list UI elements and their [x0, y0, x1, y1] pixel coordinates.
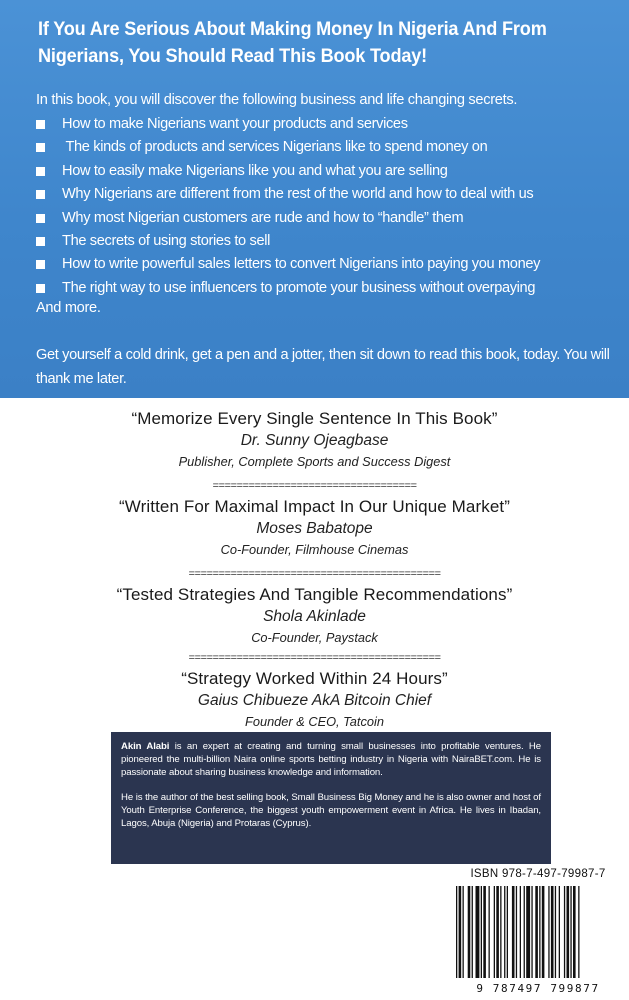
square-bullet-icon [36, 167, 45, 176]
square-bullet-icon [36, 260, 45, 269]
barcode-bar [468, 886, 471, 978]
barcode-bar [489, 886, 490, 978]
endorser-role: Co-Founder, Filmhouse Cinemas [220, 542, 409, 557]
author-bio [111, 732, 551, 864]
divider: ================================== [212, 481, 417, 493]
barcode-bar [496, 886, 499, 978]
barcode-bar [567, 886, 570, 978]
list-item: The secrets of using stories to sell [36, 230, 621, 253]
isbn-digits: 9 787497 799877 [476, 982, 600, 995]
barcode-bar [507, 886, 508, 978]
square-bullet-icon [36, 143, 45, 152]
barcode-bar [548, 886, 549, 978]
secrets-list [36, 113, 621, 300]
list-item: How to easily make Nigerians like you and what you are selling [36, 160, 621, 183]
endorsement-quote: “Strategy Worked Within 24 Hours” [181, 669, 448, 688]
barcode-bar [535, 886, 538, 978]
barcode-box [448, 864, 628, 1000]
barcode-bar [524, 886, 525, 978]
endorser-name: Shola Akinlade [263, 608, 366, 625]
barcode-bar [504, 886, 505, 978]
divider: ========================================== [188, 569, 441, 581]
barcode-bar [559, 886, 560, 978]
endorser-name: Moses Babatope [256, 520, 373, 537]
and-more-text: And more. [36, 300, 101, 316]
barcode-bar [551, 886, 554, 978]
barcode-bar [483, 886, 486, 978]
barcode-bar [494, 886, 495, 978]
barcode-icon [456, 886, 620, 982]
endorser-role: Founder & CEO, Tatcoin [245, 714, 384, 729]
endorsement-quote: “Memorize Every Single Sentence In This Book” [131, 409, 498, 428]
endorsement-quote: “Tested Strategies And Tangible Recommendations” [116, 585, 513, 604]
barcode-bar [570, 886, 571, 978]
list-item: The right way to use influencers to promote your business without overpaying [36, 277, 621, 300]
list-item: Why Nigerians are different from the rest of the world and how to deal with us [36, 183, 621, 206]
author-name: Akin Alabi [121, 741, 170, 752]
barcode-bar [564, 886, 565, 978]
endorsement [0, 408, 629, 472]
call-to-action: Get yourself a cold drink, get a pen and a jotter, then sit down to read this book, today. You will thank me later. [36, 347, 610, 387]
blurb-panel [0, 0, 629, 398]
barcode-bar [459, 886, 462, 978]
isbn-label: ISBN 978-7-497-79987-7 [470, 868, 606, 880]
endorsement [0, 668, 629, 732]
barcode-bar [542, 886, 545, 978]
endorsement [0, 496, 629, 560]
barcode-bar [555, 886, 556, 978]
barcode-bar [463, 886, 464, 978]
barcode-bar [520, 886, 521, 978]
barcode-bar [516, 886, 517, 978]
square-bullet-icon [36, 190, 45, 199]
barcode-bar [456, 886, 457, 978]
endorsement-quote: “Written For Maximal Impact In Our Unique Market” [119, 497, 510, 516]
barcode-bar [500, 886, 501, 978]
endorser-role: Co-Founder, Paystack [251, 630, 378, 645]
barcode-bar [539, 886, 540, 978]
bio-paragraph: Akin Alabi is an expert at creating and turning small businesses into profitable ventures. He pioneered the multi-billion Naira online sports betting industry in Nigeria with NairaBET.com. He is passionate about sharing business knowledge and information. [121, 741, 541, 778]
barcode-bar [531, 886, 532, 978]
list-item: Why most Nigerian customers are rude and how to “handle” them [36, 207, 621, 230]
square-bullet-icon [36, 120, 45, 129]
headline: If You Are Serious About Making Money In Nigeria And From Nigerians, You Should Read This Book Today! [38, 18, 547, 67]
barcode-bar [472, 886, 473, 978]
barcode-bar [476, 886, 480, 978]
barcode-bar [578, 886, 579, 978]
square-bullet-icon [36, 284, 45, 293]
endorser-name: Dr. Sunny Ojeagbase [240, 432, 389, 449]
barcode-bar [573, 886, 576, 978]
divider: ========================================== [188, 653, 441, 665]
list-item: The kinds of products and services Nigerians like to spend money on [36, 136, 621, 159]
barcode-bar [512, 886, 515, 978]
endorser-name: Gaius Chibueze AkA Bitcoin Chief [197, 692, 432, 709]
endorser-role: Publisher, Complete Sports and Success Digest [178, 454, 451, 469]
list-item: How to write powerful sales letters to convert Nigerians into paying you money [36, 253, 621, 276]
barcode-bar [526, 886, 530, 978]
list-item: How to make Nigerians want your products and services [36, 113, 621, 136]
endorsement [0, 584, 629, 648]
bio-paragraph: He is the author of the best selling book, Small Business Big Money and he is also owner and host of Youth Enterprise Conference, the biggest youth empowerment event in Africa. He lives in Ibadan, Lagos, Abuja (Nigeria) and Protaras (Cyprus). [121, 792, 541, 829]
square-bullet-icon [36, 237, 45, 246]
barcode-bar [481, 886, 482, 978]
intro-text: In this book, you will discover the following business and life changing secrets. [36, 92, 518, 108]
square-bullet-icon [36, 214, 45, 223]
